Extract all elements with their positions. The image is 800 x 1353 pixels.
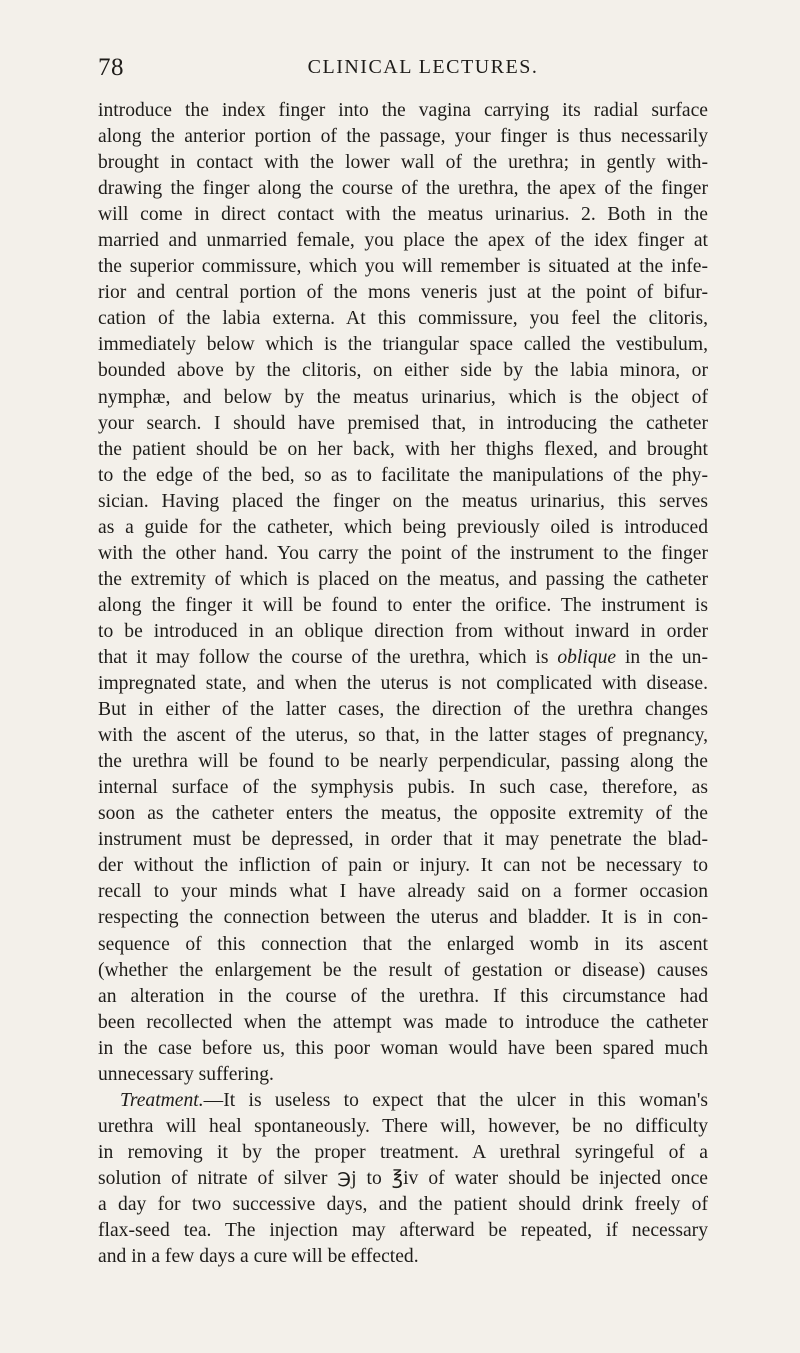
text-line: introduce the index finger into the vagina carrying its radial surface — [98, 100, 708, 121]
text-line: married and unmarried female, you place the apex of the idex finger at — [98, 230, 708, 252]
text-line: along the finger it will be found to enter the orifice. The instrument is — [98, 594, 708, 616]
text-line: the extremity of which is placed on the meatus, and passing the catheter — [98, 568, 708, 590]
emphasis-oblique: oblique — [557, 646, 617, 668]
text-line: along the anterior portion of the passage, your finger is thus necessarily — [98, 126, 708, 148]
text-line: immediately below which is the triangular space called the vestibulum, — [98, 334, 708, 356]
text-line-with-italic — [98, 645, 708, 671]
text-line: urethra will heal spontaneously. There will, however, be no difficulty — [98, 1115, 708, 1137]
text-line: sician. Having placed the finger on the meatus urinarius, this serves — [98, 490, 708, 512]
page-header — [98, 54, 708, 88]
text-line: impregnated state, and when the uterus is not complicated with disease. — [98, 673, 708, 695]
text-line: respecting the connection between the uterus and bladder. It is in con- — [98, 907, 708, 929]
text-line: and in a few days a cure will be effected. — [98, 1246, 419, 1268]
running-head: CLINICAL LECTURES. — [307, 56, 539, 78]
text-line: internal surface of the symphysis pubis. In such case, therefore, as — [98, 777, 708, 799]
text-line: with the ascent of the uterus, so that, in the latter stages of pregnancy, — [98, 725, 708, 747]
text-line: in the case before us, this poor woman would have been spared much — [98, 1037, 708, 1059]
text-line: to the edge of the bed, so as to facilitate the manipulations of the phy- — [98, 464, 708, 486]
text-line: der without the infliction of pain or injury. It can not be necessary to — [98, 855, 708, 877]
text-line: sequence of this connection that the enlarged womb in its ascent — [98, 933, 708, 955]
text-line: But in either of the latter cases, the direction of the urethra changes — [98, 699, 708, 721]
text-line: your search. I should have premised that, in introducing the catheter — [98, 412, 708, 434]
text-line: a day for two successive days, and the patient should drink freely of — [98, 1193, 708, 1215]
text-line: drawing the finger along the course of the urethra, the apex of the finger — [98, 178, 708, 200]
text-line: as a guide for the catheter, which being previously oiled is introduced — [98, 516, 708, 538]
text-line: soon as the catheter enters the meatus, the opposite extremity of the — [98, 803, 708, 825]
text-line: to be introduced in an oblique direction from without inward in order — [98, 620, 708, 642]
text-line: the superior commissure, which you will remember is situated at the infe- — [98, 256, 708, 278]
text-line: the patient should be on her back, with her thighs flexed, and brought — [98, 438, 708, 460]
text-line: will come in direct contact with the meatus urinarius. 2. Both in the — [98, 204, 708, 226]
page-number: 78 — [98, 54, 124, 81]
text-line: unnecessary suffering. — [98, 1063, 274, 1085]
text-line: recall to your minds what I have already said on a former occasion — [98, 881, 708, 903]
body-text — [98, 98, 708, 1270]
text-line: flax-seed tea. The injection may afterward be repeated, if necessary — [98, 1220, 708, 1242]
text-line: brought in contact with the lower wall of the urethra; in gently with- — [98, 152, 708, 174]
text-fragment: —It is useless to expect that the ulcer in this woman's — [203, 1089, 708, 1111]
text-line: cation of the labia externa. At this commissure, you feel the clitoris, — [98, 308, 708, 330]
text-line: bounded above by the clitoris, on either side by the labia minora, or — [98, 360, 708, 382]
text-line: the urethra will be found to be nearly perpendicular, passing along the — [98, 751, 708, 773]
text-line: in removing it by the proper treatment. A urethral syringeful of a — [98, 1141, 708, 1163]
treatment-heading: Treatment. — [120, 1089, 204, 1111]
text-line: rior and central portion of the mons veneris just at the point of bifur- — [98, 282, 708, 304]
text-fragment: in the un- — [624, 646, 709, 668]
text-line: been recollected when the attempt was made to introduce the catheter — [98, 1011, 708, 1033]
text-line: nymphæ, and below by the meatus urinarius, which is the object of — [98, 386, 708, 408]
text-line: instrument must be depressed, in order that it may penetrate the blad- — [98, 829, 708, 851]
text-line: (whether the enlargement be the result of gestation or disease) causes — [98, 959, 708, 981]
text-line: solution of nitrate of silver ℈j to ℥iv of water should be injected once — [98, 1167, 708, 1189]
treatment-paragraph-start — [98, 1088, 708, 1114]
text-line: with the other hand. You carry the point of the instrument to the finger — [98, 542, 708, 564]
text-fragment: that it may follow the course of the urethra, which is — [98, 646, 549, 668]
text-line: an alteration in the course of the urethra. If this circumstance had — [98, 985, 708, 1007]
